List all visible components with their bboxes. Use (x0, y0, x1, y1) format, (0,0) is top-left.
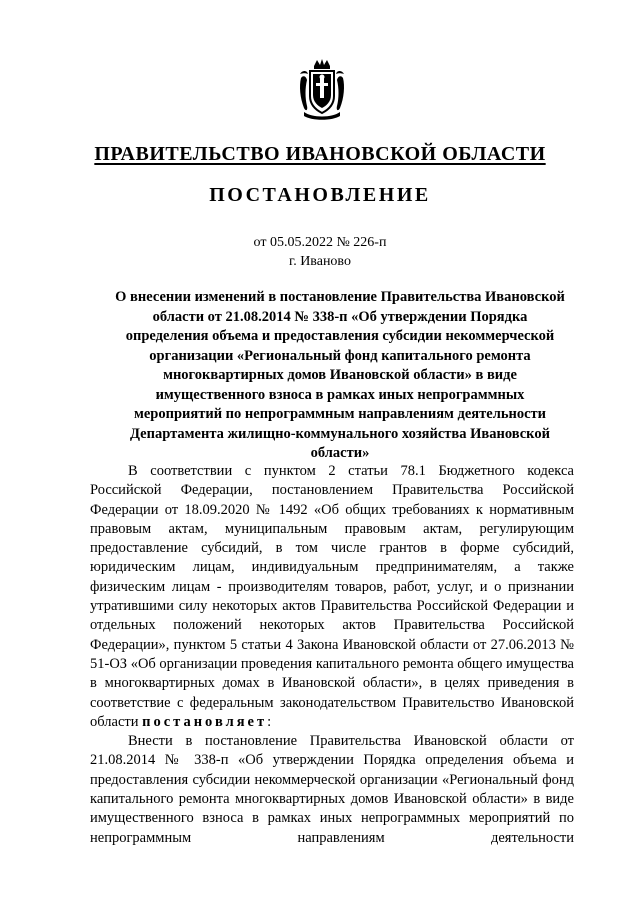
paragraph-1: Внести в постановление Правительства Ивановской области от 21.08.2014 № 338-п «Об утверждении Порядка определения объема и предоставления субсидии некоммерческой организации «Региональный фонд капитального ремонта многоквартирных домов Ивановской области» в виде имущественного взноса в рамках иных непрограммных мероприятий по непрограммным направлениям деятельности (90, 733, 574, 846)
government-title: ПРАВИТЕЛЬСТВО ИВАНОВСКОЙ ОБЛАСТИ (94, 143, 546, 165)
city: г. Иваново (289, 254, 351, 269)
document-type: ПОСТАНОВЛЕНИЕ (209, 184, 431, 206)
preamble-text: В соответствии с пунктом 2 статьи 78.1 Бюджетного кодекса Российской Федерации, постановлением Правительства Российской Федерации от 18.09.2020 № 1492 «Об общих требованиях к нормативным правовым актам, муниципальным правовым актам, регулирующим предоставление субсидий, в том числе грантов в форме субсидий, юридическим лицам, индивидуальным предпринимателям, а также физическим лицам - производителям товаров, работ, услуг, и о признании утратившими силу некоторых актов Правительства Российской Федерации и отдельных положений некоторых актов Правительства Российской Федерации», пунктом 5 статьи 4 Закона Ивановской области от 27.06.2013 № 51-ОЗ «Об организации проведения капитального ремонта общего имущества в многоквартирных домах в Ивановской области», в целях приведения в соответствие с федеральным законодательством Правительство Ивановской области (90, 463, 574, 730)
preamble-paragraph (90, 462, 574, 732)
coat-of-arms-icon (298, 58, 346, 122)
decree-colon: : (267, 713, 272, 730)
decree-word: постановляет (142, 713, 268, 730)
document-body (90, 462, 574, 848)
document-subject: О внесении изменений в постановление Правительства Ивановской области от 21.08.2014 № 338-п «Об утверждении Порядка определения объема и предоставления субсидии некоммерческой организации «Региональный фонд капитального ремонта многоквартирных домов Ивановской области» в виде имущественного взноса в рамках иных непрограммных мероприятий по непрограммным направлениям деятельности Департамента жилищно-коммунального хозяйства Ивановской области» (115, 289, 565, 461)
document-meta (0, 233, 640, 271)
date-number: от 05.05.2022 № 226-п (253, 235, 387, 250)
